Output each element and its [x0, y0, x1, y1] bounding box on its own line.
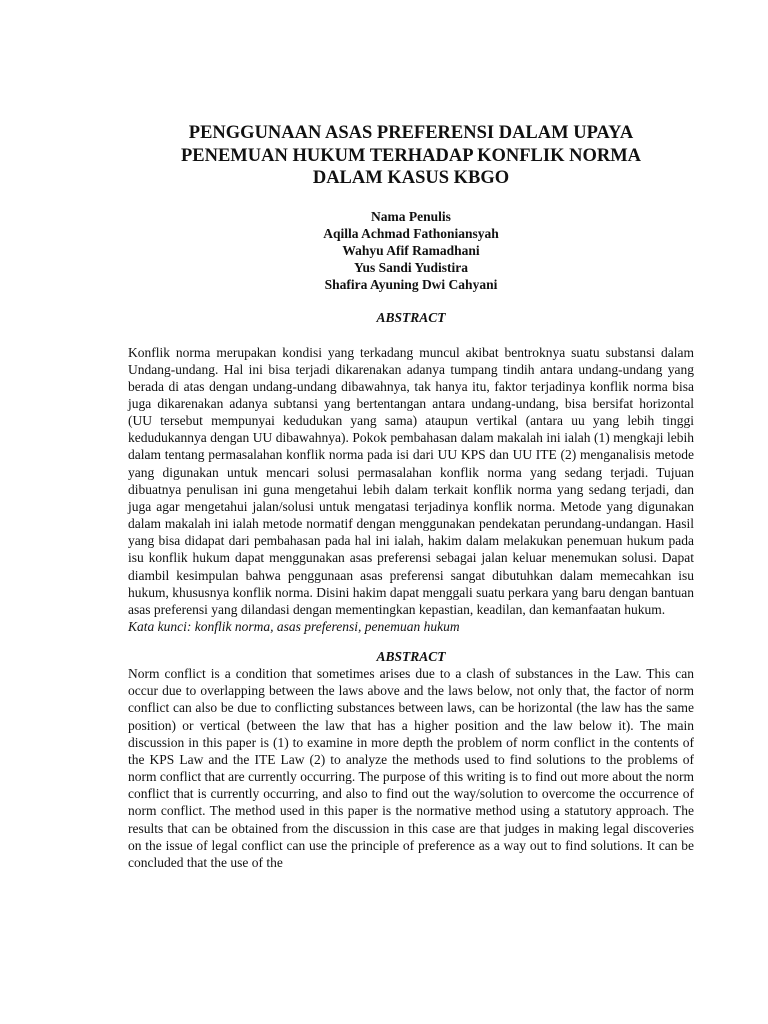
author-name: Shafira Ayuning Dwi Cahyani: [324, 277, 498, 293]
author-name: Wahyu Afif Ramadhani: [342, 242, 480, 258]
abstract-body-english: Norm conflict is a condition that sometimes arises due to a clash of substances in the Law. This can occur due to overlapping between the laws above and the laws below, not only that, the factor of norm conflict can also be due to conflicting substances between laws, can be horizontal (the law has the same position) or vertical (between the law that has a higher position and the law below it). The main discussion in this paper is (1) to examine in more depth the problem of norm conflict in the contents of the KPS Law and the ITE Law (2) to analyze the methods used to find solutions to the problems of norm conflict that are currently occurring. The purpose of this writing is to find out more about the norm conflict that is currently occurring, and also to find out the way/solution to overcome the occurrence of norm conflict. The method used in this paper is the normative method using a statutory approach. The results that can be obtained from the discussion in this case are that judges in making legal discoveries on the issue of legal conflict can use the principle of preference as a way out to find solutions. It can be concluded that the use of the: [128, 666, 694, 870]
title-line: DALAM KASUS KBGO: [312, 168, 510, 188]
paper-page: [128, 122, 694, 871]
author-name: Aqilla Achmad Fathoniansyah: [323, 225, 499, 241]
author-name: Yus Sandi Yudistira: [353, 260, 469, 276]
author-block: [128, 208, 694, 294]
abstract-heading-indonesian: ABSTRACT: [376, 309, 446, 325]
abstract-heading-english: ABSTRACT: [376, 649, 446, 665]
paper-title: [128, 122, 694, 190]
abstract-body-indonesian: Konflik norma merupakan kondisi yang terkadang muncul akibat bentroknya suatu substansi dalam Undang-undang. Hal ini bisa terjadi dikarenakan adanya tumpang tindih antara undang-undang yang berada di atas dengan undang-undang dibawahnya, tak hanya itu, faktor terjadinya konflik norma bisa juga dikarenakan adanya subtansi yang bertentangan antara undang-undang, bisa bersifat horizontal (UU tersebut mempunyai kedudukan yang sama) ataupun vertikal (antara uu yang lebih tinggi kedudukannya dengan UU dibawahnya). Pokok pembahasan dalam makalah ini ialah (1) mengkaji lebih dalam tentang permasalahan konflik norma pada isi dari UU KPS dan UU ITE (2) menganalisis metode yang digunakan untuk mencari solusi permasalahan konflik norma yang sedang terjadi. Tujuan dibuatnya penulisan ini guna mengetahui lebih dalam terkait konflik norma yang sedang terjadi, dan juga agar mengetahui jalan/solusi untuk mengatasi terjadinya konflik norma. Metode yang digunakan dalam makalah ini ialah metode normatif dengan menggunakan pendekatan perundang-undangan. Hasil yang bisa didapat dari pembahasan pada hal ini ialah, hakim dalam melakukan penemuan hukum pada isu konflik hukum dapat menggunakan asas preferensi sebagai jalan keluar menemukan solusi. Dapat diambil kesimpulan bahwa penggunaan asas preferensi sangat dibutuhkan dalam memecahkan isu hukum, khususnya konflik norma. Disini hakim dapat menggali suatu perkara yang baru dengan bantuan asas preferensi yang dilandasi dengan mementingkan kepastian, keadilan, dan kemanfaatan hukum.: [128, 344, 694, 617]
title-line: PENGGUNAAN ASAS PREFERENSI DALAM UPAYA: [188, 123, 634, 143]
title-line: PENEMUAN HUKUM TERHADAP KONFLIK NORMA: [180, 145, 642, 166]
keywords: Kata kunci: konflik norma, asas preferensi, penemuan hukum: [128, 619, 460, 635]
authors-label: Nama Penulis: [371, 208, 451, 224]
